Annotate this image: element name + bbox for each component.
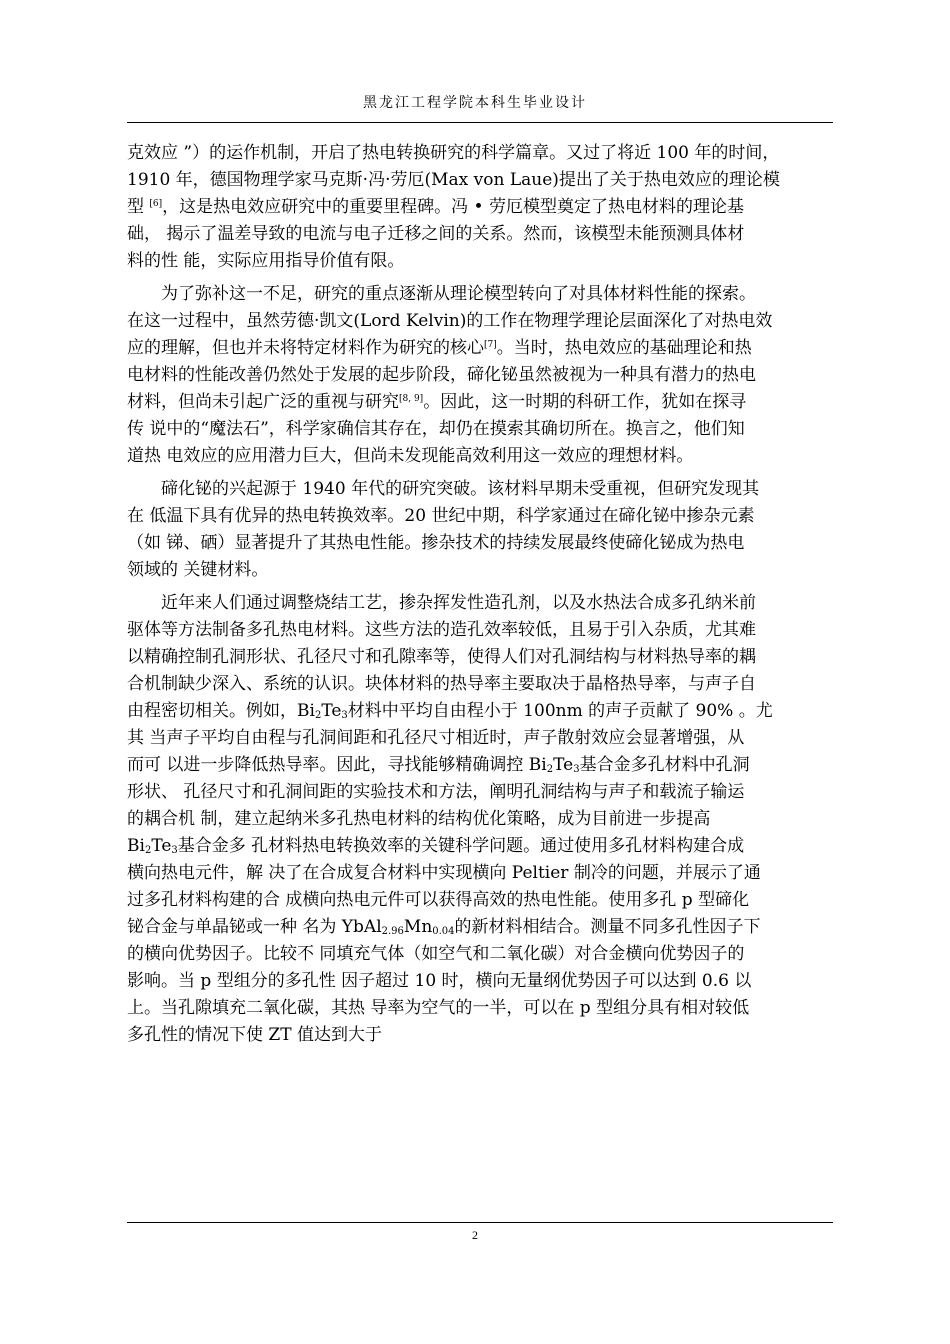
text-line — [127, 752, 837, 779]
text-line: 在 低温下具有优异的热电转换效率。20 世纪中期，科学家通过在碲化铋中掺杂元素 — [127, 506, 755, 526]
text-line: 料的性 能，实际应用指导价值有限。 — [127, 251, 405, 271]
text-run: 由程密切相关。例如，Bi — [127, 701, 315, 721]
text-line: 多孔性的情况下使 ZT 值达到大于 — [127, 1025, 382, 1045]
text-line — [127, 389, 837, 416]
text-line: 形状、 孔径尺寸和孔洞间距的实验技术和方法，阐明孔洞结构与声子和载流子输运 — [127, 782, 745, 802]
text-run: 应的理解，但也并未将特定材料作为研究的核心 — [127, 338, 484, 358]
text-line: 合机制缺少深入、系统的认识。块体材料的热导率主要取决于晶格热导率，与声子自 — [127, 674, 756, 694]
text-line: 近年来人们通过调整烧结工艺，掺杂挥发性造孔剂，以及水热法合成多孔纳米前 — [161, 593, 756, 613]
text-line: 在这一过程中，虽然劳德·凯文(Lord Kelvin)的工作在物理学理论层面深化了对热电效 — [127, 311, 773, 331]
paragraph — [127, 281, 837, 470]
formula-subscript: 2 — [314, 710, 322, 721]
body-text — [127, 140, 837, 1049]
text-line: 传 说中的“魔法石”，科学家确信其存在，却仍在摸索其确切所在。换言之，他们知 — [127, 419, 745, 439]
text-run: 材料中平均自由程小于 100nm 的声子贡献了 90% 。尤 — [347, 701, 773, 721]
text-run: ，这是热电效应研究中的重要里程碑。冯 • 劳厄模型奠定了热电材料的理论基 — [162, 197, 744, 217]
text-line: 横向热电元件，解 决了在合成复合材料中实现横向 Peltier 制冷的问题，并展示了通 — [127, 863, 761, 883]
text-line — [127, 194, 837, 221]
header-rule — [127, 122, 833, 123]
citation: [6] — [149, 199, 163, 209]
citation: [8, 9] — [399, 394, 424, 404]
formula-text: Mn — [403, 917, 433, 937]
text-line: 1910 年，德国物理学家马克斯·冯·劳厄(Max von Laue)提出了关于热电效应的理论模 — [127, 170, 780, 190]
text-run: 。当时，热电效应的基础理论和热 — [496, 338, 752, 358]
text-line — [127, 335, 837, 362]
text-line: 础， 揭示了温差导致的电流与电子迁移之间的关系。然而，该模型未能预测具体材 — [127, 224, 745, 244]
formula-subscript: 0.04 — [432, 926, 455, 937]
formula-text: Te — [151, 836, 172, 856]
formula-subscript: 3 — [171, 845, 178, 856]
text-run: 。因此，这一时期的科研工作，犹如在探寻 — [423, 392, 747, 412]
formula-text: Te — [553, 755, 574, 775]
formula-subscript: 2 — [546, 764, 554, 775]
paragraph — [127, 476, 837, 584]
formula-subscript: 3 — [573, 764, 580, 775]
text-line: 领域的 关键材料。 — [127, 560, 269, 580]
text-line: 为了弥补这一不足，研究的重点逐渐从理论模型转向了对具体材料性能的探索。 — [161, 284, 756, 304]
text-line: 上。当孔隙填充二氧化碳，其热 导率为空气的一半，可以在 p 型组分具有相对较低 — [127, 998, 750, 1018]
formula-subscript: 3 — [341, 710, 348, 721]
text-line: 过多孔材料构建的合 成横向热电元件可以获得高效的热电性能。使用多孔 p 型碲化 — [127, 890, 750, 910]
text-line: 驱体等方法制备多孔热电材料。这些方法的造孔效率较低，且易于引入杂质，尤其难 — [127, 620, 756, 640]
text-run: 而可 以进一步降低热导率。因此，寻找能够精确调控 Bi — [127, 755, 547, 775]
text-line: 的横向优势因子。比较不 同填充气体（如空气和二氧化碳）对合金横向优势因子的 — [127, 944, 745, 964]
text-line: 克效应 ”）的运作机制，开启了热电转换研究的科学篇章。又过了将近 100 年的时间， — [127, 143, 780, 163]
text-line — [127, 698, 837, 725]
text-line: 影响。当 p 型组分的多孔性 因子超过 10 时，横向无量纲优势因子可以达到 0.6 以 — [127, 971, 752, 991]
text-run: 型 — [127, 197, 150, 217]
citation: [7] — [484, 340, 497, 350]
text-run: 的新材料相结合。测量不同多孔性因子下 — [454, 917, 761, 937]
text-line — [127, 914, 837, 941]
text-run: 铋合金与单晶铋或一种 名为 YbAl — [127, 917, 382, 937]
text-line: 以精确控制孔洞形状、孔径尺寸和孔隙率等，使得人们对孔洞结构与材料热导率的耦 — [127, 647, 756, 667]
text-line: （如 锑、硒）显著提升了其热电性能。掺杂技术的持续发展最终使碲化铋成为热电 — [127, 533, 745, 553]
text-run: 材料，但尚未引起广泛的重视与研究 — [127, 392, 399, 412]
text-line: 电材料的性能改善仍然处于发展的起步阶段，碲化铋虽然被视为一种具有潜力的热电 — [127, 365, 756, 385]
formula-text: Te — [321, 701, 342, 721]
page-number: 2 — [472, 1228, 478, 1242]
text-run: 基合金多 孔材料热电转换效率的关键科学问题。通过使用多孔材料构建合成 — [177, 836, 745, 856]
paragraph — [127, 590, 837, 1049]
page-header: 黑龙江工程学院本科生毕业设计 — [363, 95, 587, 111]
paragraph — [127, 140, 837, 275]
text-line: 碲化铋的兴起源于 1940 年代的研究突破。该材料早期未受重视，但研究发现其 — [161, 479, 760, 499]
text-line — [127, 833, 837, 860]
footer-rule — [127, 1222, 833, 1223]
text-line: 道热 电效应的应用潜力巨大，但尚未发现能高效利用这一效应的理想材料。 — [127, 446, 694, 466]
formula-subscript: 2.96 — [381, 926, 404, 937]
text-line: 其 当声子平均自由程与孔洞间距和孔径尺寸相近时，声子散射效应会显著增强，从 — [127, 728, 745, 748]
text-run: Bi — [127, 836, 145, 856]
text-run: 基合金多孔材料中孔洞 — [579, 755, 750, 775]
formula-subscript: 2 — [144, 845, 152, 856]
text-line: 的耦合机 制，建立起纳米多孔热电材料的结构优化策略，成为目前进一步提高 — [127, 809, 711, 829]
